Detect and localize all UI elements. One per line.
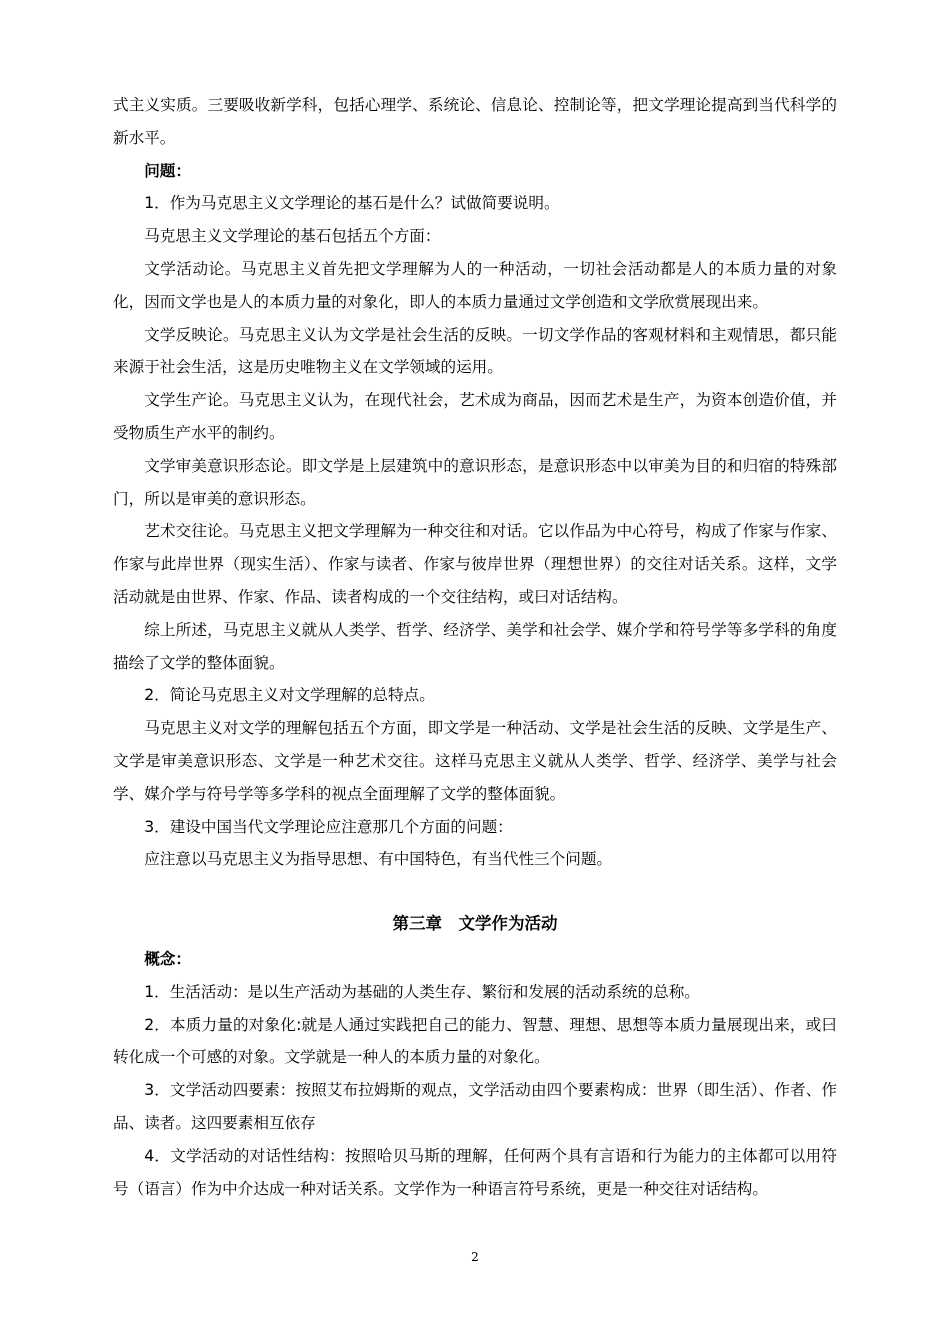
concept-2: 2．本质力量的对象化:就是人通过实践把自己的能力、智慧、理想、思想等本质力量展现出来，或曰转化成一个可感的对象。文学就是一种人的本质力量的对象化。 [113,1015,837,1067]
chapter-title: 第三章 文学作为活动 [392,914,558,934]
paragraph-continuation: 式主义实质。三要吸收新学科，包括心理学、系统论、信息论、控制论等，把文学理论提高到当代科学的新水平。 [113,96,837,147]
question-2: 2．简论马克思主义对文学理解的总特点。 [144,686,435,705]
concept-4: 4．文学活动的对话性结构：按照哈贝马斯的理解，任何两个具有言语和行为能力的主体都可以用符号（语言）作为中介达成一种对话关系。文学作为一种语言符号系统，更是一种交往对话结构。 [113,1146,837,1198]
section-label-questions: 问题： [144,161,191,180]
page-number: 2 [471,1250,479,1264]
answer-2: 马克思主义对文学的理解包括五个方面，即文学是一种活动、文学是社会生活的反映、文学是生产、文学是审美意识形态、文学是一种艺术交往。这样马克思主义就从人类学、哲学、经济学、美学与社会学、媒介学与符号学等多学科的视点全面理解了文学的整体面貌。 [113,719,837,803]
concept-3: 3．文学活动四要素：按照艾布拉姆斯的观点，文学活动由四个要素构成：世界（即生活）、作者、作品、读者。这四要素相互依存 [113,1081,837,1132]
answer-1-summary: 综上所述，马克思主义就从人类学、哲学、经济学、美学和社会学、媒介学和符号学等多学科的角度描绘了文学的整体面貌。 [113,620,837,672]
answer-1-production: 文学生产论。马克思主义认为，在现代社会，艺术成为商品，因而艺术是生产，为资本创造价值，并受物质生产水平的制约。 [113,391,837,442]
answer-1-intro: 马克思主义文学理论的基石包括五个方面： [144,227,441,246]
concept-1: 1．生活活动：是以生产活动为基础的人类生存、繁衍和发展的活动系统的总称。 [144,982,700,1001]
answer-1-activity: 文学活动论。马克思主义首先把文学理解为人的一种活动，一切社会活动都是人的本质力量的对象化，因而文学也是人的本质力量的对象化，即人的本质力量通过文学创造和文学欣赏展现出来。 [113,259,837,311]
question-1: 1．作为马克思主义文学理论的基石是什么？试做简要说明。 [144,194,560,213]
answer-1-aesthetic: 文学审美意识形态论。即文学是上层建筑中的意识形态，是意识形态中以审美为目的和归宿的特殊部门，所以是审美的意识形态。 [113,456,837,508]
answer-3: 应注意以马克思主义为指导思想、有中国特色，有当代性三个问题。 [144,850,613,869]
answer-1-communication: 艺术交往论。马克思主义把文学理解为一种交往和对话。它以作品为中心符号，构成了作家与作家、作家与此岸世界（现实生活）、作家与读者、作家与彼岸世界（理想世界）的交往对话关系。这样，文学活动就是由世界、作家、作品、读者构成的一个交往结构，或曰对话结构。 [113,522,837,606]
section-label-concepts: 概念： [144,949,191,968]
answer-1-reflection: 文学反映论。马克思主义认为文学是社会生活的反映。一切文学作品的客观材料和主观情思，都只能来源于社会生活，这是历史唯物主义在文学领域的运用。 [113,325,837,377]
question-3: 3．建设中国当代文学理论应注意那几个方面的问题： [144,817,513,836]
document-body [113,89,837,1205]
